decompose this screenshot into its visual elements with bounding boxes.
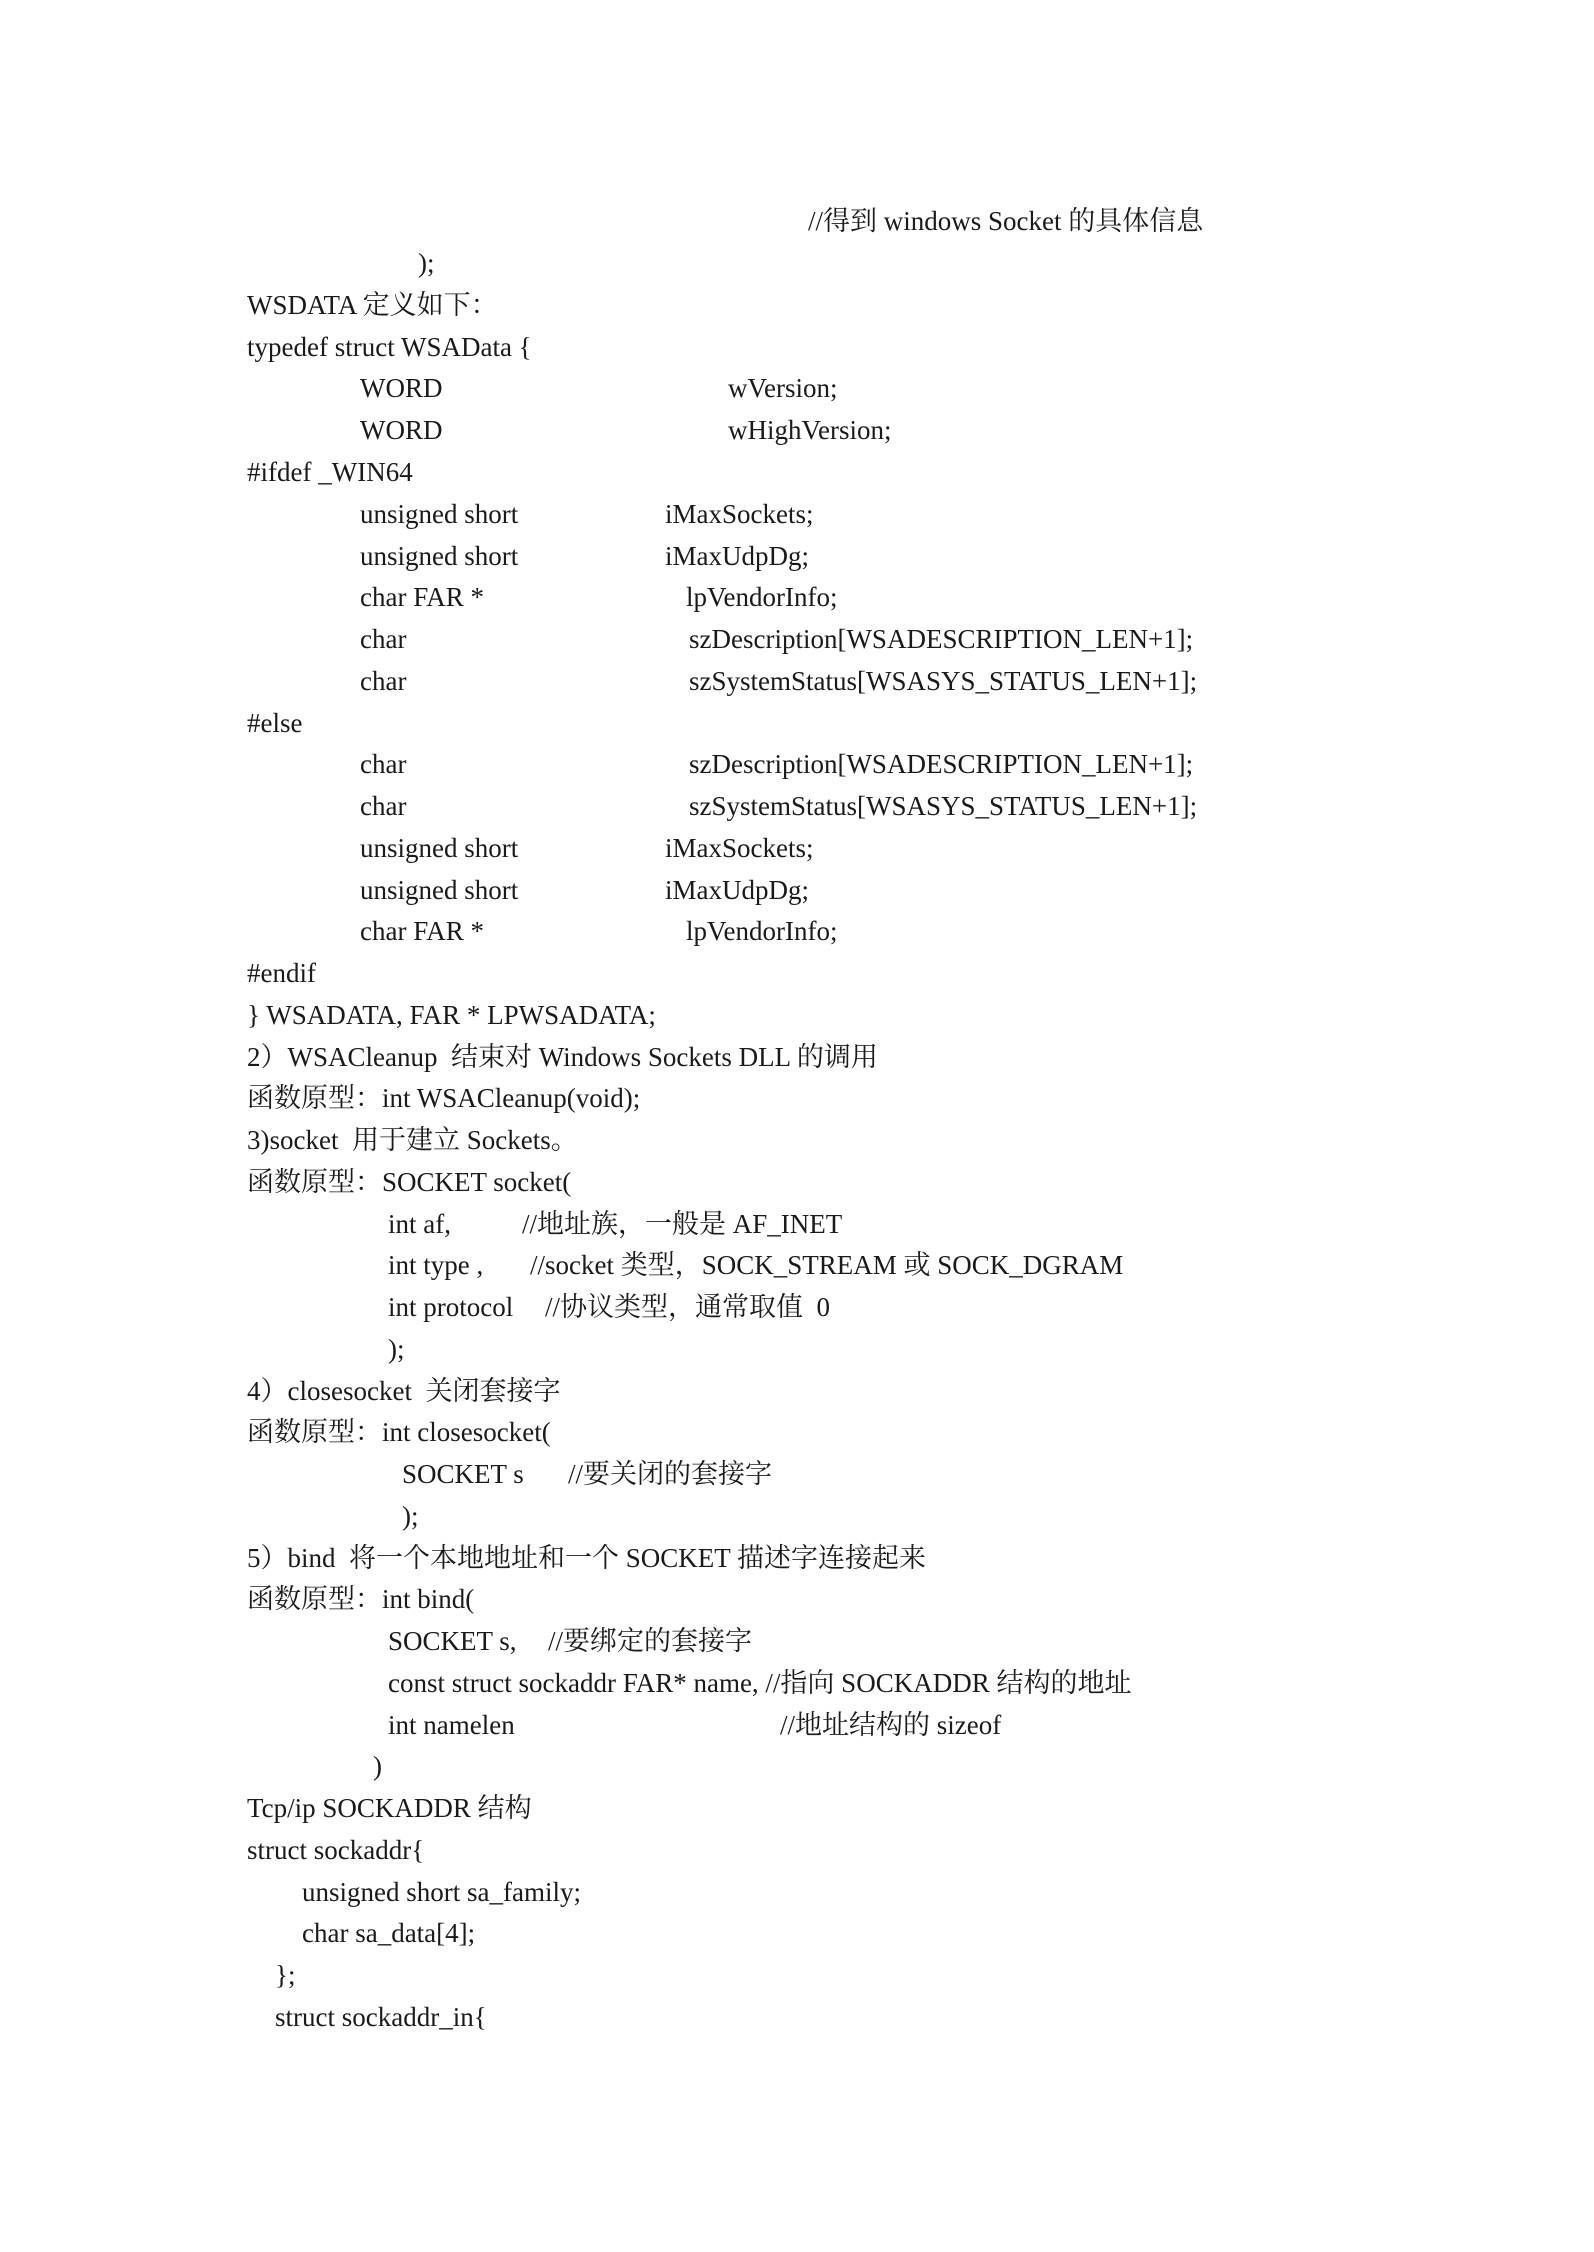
field-name: lpVendorInfo;	[686, 582, 838, 612]
field-name: wVersion;	[728, 373, 838, 403]
code-line: );	[418, 248, 435, 278]
code-line: struct sockaddr_in{	[275, 2002, 487, 2032]
section-heading: 4）closesocket 关闭套接字	[247, 1376, 561, 1406]
field-name: iMaxUdpDg;	[665, 541, 809, 571]
code-line: struct sockaddr{	[247, 1835, 425, 1865]
field-type: char FAR *	[360, 916, 484, 946]
field-type: char	[360, 749, 407, 779]
code-line: typedef struct WSAData {	[247, 332, 532, 362]
field-name: iMaxSockets;	[665, 833, 814, 863]
code-line: unsigned short sa_family;	[302, 1877, 581, 1907]
function-prototype: 函数原型：int WSACleanup(void);	[247, 1083, 641, 1113]
param-comment: //socket 类型，SOCK_STREAM 或 SOCK_DGRAM	[530, 1250, 1124, 1280]
field-name: lpVendorInfo;	[686, 916, 838, 946]
code-line: char sa_data[4];	[302, 1918, 476, 1948]
param: int type ,	[388, 1250, 484, 1280]
param-comment: //要关闭的套接字	[568, 1459, 773, 1489]
field-type: char	[360, 666, 407, 696]
param: SOCKET s,	[388, 1626, 517, 1656]
field-name: szSystemStatus[WSASYS_STATUS_LEN+1];	[689, 791, 1198, 821]
section-heading: 3)socket 用于建立 Sockets。	[247, 1125, 578, 1155]
field-type: WORD	[360, 415, 443, 445]
field-type: unsigned short	[360, 541, 519, 571]
section-heading: Tcp/ip SOCKADDR 结构	[247, 1793, 532, 1823]
param: int af,	[388, 1209, 451, 1239]
param-comment: //地址结构的 sizeof	[780, 1710, 1002, 1740]
section-heading: 5）bind 将一个本地地址和一个 SOCKET 描述字连接起来	[247, 1543, 927, 1573]
field-name: szSystemStatus[WSASYS_STATUS_LEN+1];	[689, 666, 1198, 696]
field-type: unsigned short	[360, 833, 519, 863]
code-comment: //得到 windows Socket 的具体信息	[808, 206, 1204, 236]
text-line: WSDATA 定义如下：	[247, 290, 498, 320]
field-type: unsigned short	[360, 875, 519, 905]
field-type: char	[360, 791, 407, 821]
code-line: } WSADATA, FAR * LPWSADATA;	[247, 1000, 656, 1030]
function-prototype: 函数原型：SOCKET socket(	[247, 1167, 572, 1197]
param: const struct sockaddr FAR* name, //指向 SOCKADDR 结构的地址	[388, 1668, 1132, 1698]
function-prototype: 函数原型：int closesocket(	[247, 1417, 551, 1447]
param: int protocol	[388, 1292, 514, 1322]
code-line: )	[373, 1751, 382, 1781]
preprocessor-line: #else	[247, 708, 303, 738]
field-type: char FAR *	[360, 582, 484, 612]
field-name: szDescription[WSADESCRIPTION_LEN+1];	[689, 749, 1194, 779]
field-type: unsigned short	[360, 499, 519, 529]
param: SOCKET s	[402, 1459, 524, 1489]
code-line: );	[388, 1334, 405, 1364]
preprocessor-line: #ifdef _WIN64	[247, 457, 413, 487]
field-type: WORD	[360, 373, 443, 403]
param: int namelen	[388, 1710, 515, 1740]
field-name: iMaxSockets;	[665, 499, 814, 529]
param-comment: //要绑定的套接字	[548, 1626, 753, 1656]
code-line: );	[402, 1501, 419, 1531]
function-prototype: 函数原型：int bind(	[247, 1584, 475, 1614]
code-line: };	[275, 1960, 296, 1990]
field-name: szDescription[WSADESCRIPTION_LEN+1];	[689, 624, 1194, 654]
field-type: char	[360, 624, 407, 654]
param-comment: //地址族，一般是 AF_INET	[522, 1209, 843, 1239]
field-name: iMaxUdpDg;	[665, 875, 809, 905]
field-name: wHighVersion;	[728, 415, 892, 445]
preprocessor-line: #endif	[247, 958, 316, 988]
section-heading: 2）WSACleanup 结束对 Windows Sockets DLL 的调用	[247, 1042, 878, 1072]
param-comment: //协议类型，通常取值 0	[545, 1292, 831, 1322]
